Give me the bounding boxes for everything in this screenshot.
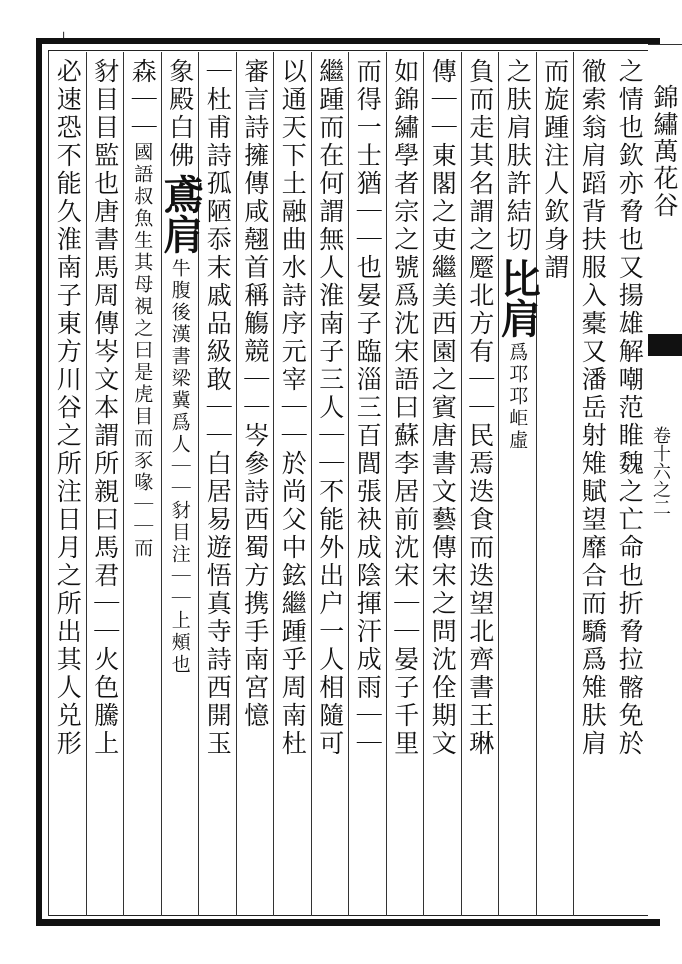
column-text: 而得一士猶｜｜也晏子臨淄三百閭張袂成陰揮汗成雨｜｜ <box>353 58 383 758</box>
column-text: 森｜｜ <box>128 58 158 142</box>
column-text: 徹索翁肩蹈背扶服入橐又潘岳射雉賦望靡合而驕爲雉肤肩 <box>578 58 608 758</box>
text-column <box>86 52 124 916</box>
column-text: 傳｜｜東閣之吏繼美西園之賓唐書文藝傳宋之問沈佺期文 <box>428 58 458 758</box>
text-column <box>156 52 204 916</box>
text-column <box>123 52 161 916</box>
text-columns <box>48 52 648 916</box>
text-column <box>536 52 574 916</box>
annotation-text: 爲邛邛岠虛 <box>506 342 529 452</box>
text-column <box>573 52 611 916</box>
fishtail-mark <box>648 334 682 354</box>
column-text: 負而走其名謂之蹷北方有｜｜民焉迭食而迭望北齊書王琳 <box>465 58 495 758</box>
column-text: 之肤肩肤許結切 <box>503 58 533 254</box>
column-text: 審言詩擁傳咸翹首稱觴競｜｜岑參詩西蜀方携手南宮憶 <box>240 58 270 730</box>
column-text: 繼踵而在何謂無人淮南子三人｜｜不能外出户一人相隨可 <box>315 58 345 758</box>
column-text: 象殿白佛 <box>165 58 195 170</box>
text-column <box>423 52 461 916</box>
column-text: 必速恐不能久淮南子東方川谷之所注日月之所出其人兑形 <box>53 58 83 758</box>
annotation-text: 國語叔魚生其母視之曰是虎目而豕喙｜｜而 <box>131 142 154 560</box>
entry-heading: 比肩 <box>494 258 542 338</box>
column-text: 而旋踵注人欽身謂 <box>540 58 570 282</box>
text-column <box>236 52 274 916</box>
column-text: 以通天下土融曲水詩序元宰｜｜於尚父中鉉繼踵乎周南杜 <box>278 58 308 758</box>
text-column <box>386 52 424 916</box>
text-column <box>461 52 499 916</box>
column-text: 豺目目監也唐書馬周傳岑文本謂所親曰馬君｜｜火色騰上 <box>90 58 120 758</box>
column-text: 如錦繡學者宗之號爲沈宋語曰蘇李居前沈宋｜｜晏子千里 <box>390 58 420 758</box>
text-column <box>494 52 542 916</box>
book-title: 錦繡萬花谷 <box>650 84 679 219</box>
annotation-text: 牛腹後漢書梁冀爲人｜｜豺目注｜｜上頰也 <box>168 258 191 676</box>
juan-label: 卷十六之二 <box>650 426 671 516</box>
column-text: 之情也欽亦脅也又揚雄解嘲范睢魏之亡命也折脅拉髂免於 <box>615 58 645 758</box>
corner-mark: ⊥ <box>58 29 70 43</box>
text-column <box>348 52 386 916</box>
text-column <box>311 52 349 916</box>
text-column <box>611 52 649 916</box>
text-column <box>273 52 311 916</box>
column-text: ｜杜甫詩孤陋忝末戚品級敢｜｜白居易遊悟真寺詩西開玉 <box>203 58 233 758</box>
block-heart-margin <box>648 38 682 926</box>
fishtail-line <box>648 354 682 356</box>
margin-rule <box>648 44 682 45</box>
text-column <box>48 52 86 916</box>
entry-heading: 鳶肩 <box>156 174 204 254</box>
